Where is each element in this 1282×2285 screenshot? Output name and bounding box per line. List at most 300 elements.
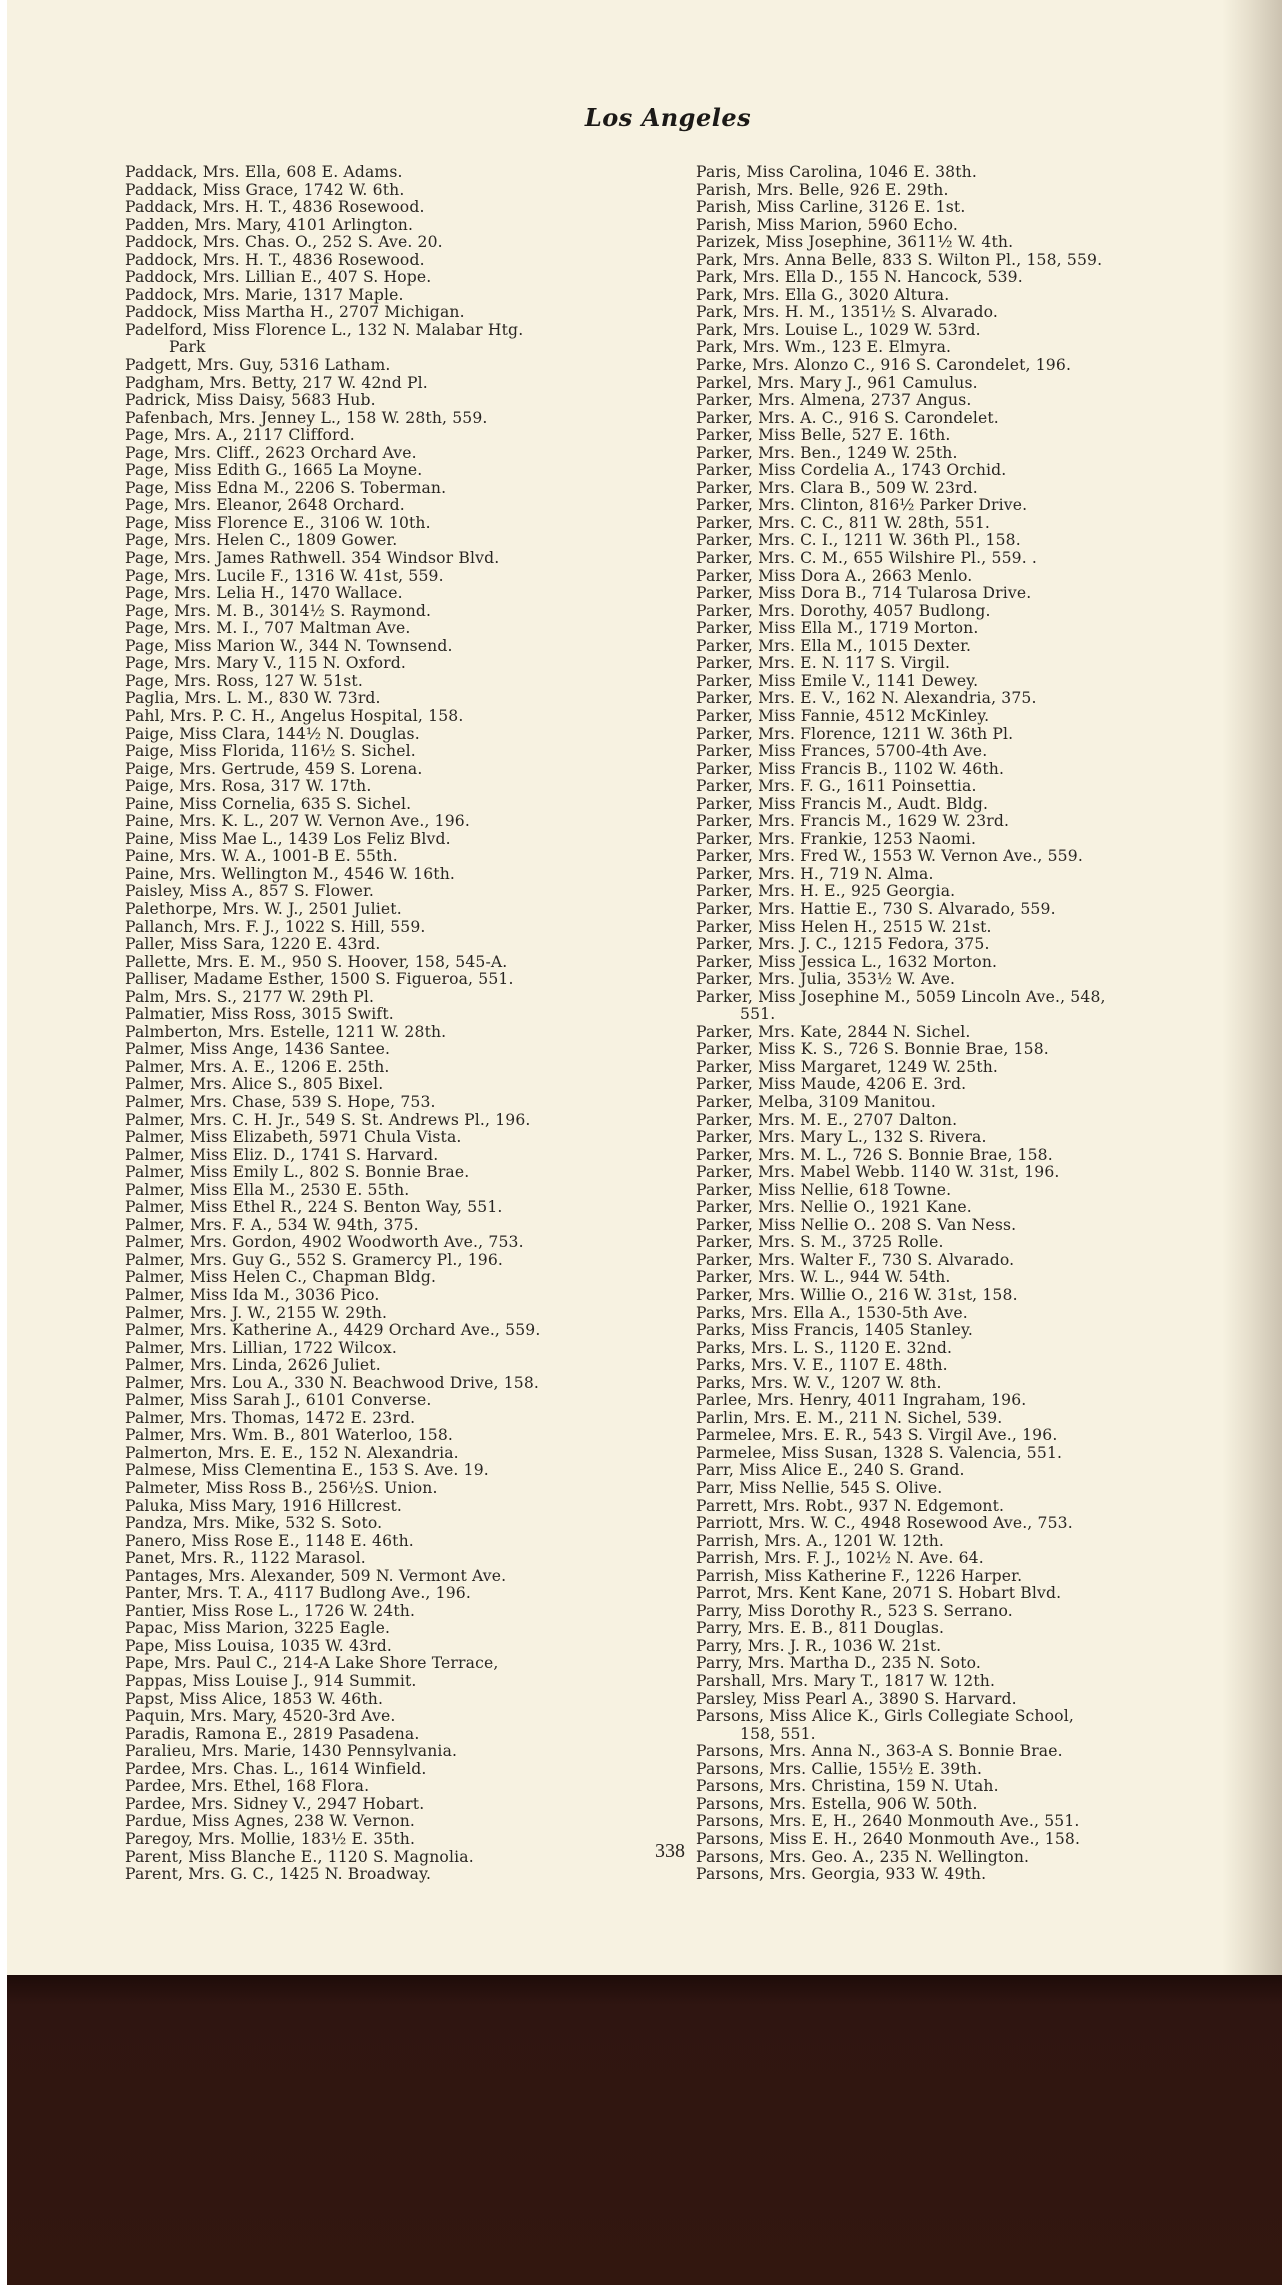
entry-text: Palmer, Mrs. Linda, 2626 Juliet. [125,1356,381,1375]
entry-text: Padgett, Mrs. Guy, 5316 Latham. [125,356,391,375]
entry-text: Parks, Mrs. L. S., 1120 E. 32nd. [696,1338,953,1357]
entry-text: Pahl, Mrs. P. C. H., Angelus Hospital, 158. [125,706,464,725]
directory-entry [125,164,685,182]
directory-entry [696,515,1256,533]
directory-entry [696,1603,1256,1621]
directory-entry [125,1427,685,1445]
directory-entry [696,603,1256,621]
directory-entry [696,901,1256,919]
directory-entry [125,515,685,533]
directory-entry [696,1076,1256,1094]
entry-text: Parr, Miss Alice E., 240 S. Grand. [696,1461,965,1480]
entry-text: Parmelee, Miss Susan, 1328 S. Valencia, 551. [696,1443,1063,1462]
entry-text: Park, Mrs. Anna Belle, 833 S. Wilton Pl., 158, 559. [696,250,1103,269]
entry-text: Parlee, Mrs. Henry, 4011 Ingraham, 196. [696,1391,1027,1410]
entry-text: Page, Miss Marion W., 344 N. Townsend. [125,636,453,655]
entry-text: Paisley, Miss A., 857 S. Flower. [125,882,375,901]
directory-entry [125,1515,685,1533]
entry-text: Parker, Mrs. Ben., 1249 W. 25th. [696,443,958,462]
entry-text: Paddock, Mrs. Marie, 1317 Maple. [125,285,404,304]
directory-entry [125,971,685,989]
entry-text: Palmer, Mrs. Lou A., 330 N. Beachwood Drive, 158. [125,1373,540,1392]
entry-text: Parker, Miss Nellie, 618 Towne. [696,1180,952,1199]
entry-text: Papst, Miss Alice, 1853 W. 46th. [125,1689,384,1708]
entry-text: Parker, Mrs. Kate, 2844 N. Sichel. [696,1022,971,1041]
entry-text: Parker, Miss Frances, 5700-4th Ave. [696,742,988,761]
directory-entry [696,252,1256,270]
entry-text: Parker, Mrs. M. L., 726 S. Bonnie Brae, 158. [696,1145,1053,1164]
entry-text: Parsons, Mrs. Estella, 906 W. 50th. [696,1794,978,1813]
directory-entry [696,1287,1256,1305]
directory-entry [125,1129,685,1147]
directory-entry [125,726,685,744]
entry-text: Park, Mrs. Wm., 123 E. Elmyra. [696,338,952,357]
directory-entry [696,304,1256,322]
entry-text: Paddack, Mrs. Ella, 608 E. Adams. [125,163,403,181]
entry-text: Parent, Mrs. G. C., 1425 N. Broadway. [125,1865,432,1884]
directory-entry [125,848,685,866]
entry-text: Palmer, Miss Sarah J., 6101 Converse. [125,1391,432,1410]
directory-entry [125,989,685,1007]
entry-text: Parks, Miss Francis, 1405 Stanley. [696,1321,974,1340]
entry-text: Parkel, Mrs. Mary J., 961 Camulus. [696,373,978,392]
directory-entry [696,1638,1256,1656]
entry-text: Pallanch, Mrs. F. J., 1022 S. Hill, 559. [125,917,426,936]
directory-entry [125,269,685,287]
entry-text: Parker, Miss Dora B., 714 Tularosa Drive. [696,584,1032,603]
directory-entry [125,831,685,849]
entry-continuation: 551. [740,1005,776,1024]
entry-text: Palmese, Miss Clementina E., 153 S. Ave. 19. [125,1461,489,1480]
directory-entry [696,357,1256,375]
directory-entry [125,954,685,972]
entry-text: Parker, Mrs. Frankie, 1253 Naomi. [696,829,977,848]
entry-text: Pardee, Mrs. Sidney V., 2947 Hobart. [125,1794,425,1813]
entry-text: Parrish, Mrs. A., 1201 W. 12th. [696,1531,945,1550]
entry-text: Park, Mrs. Ella D., 155 N. Hancock, 539. [696,268,1023,287]
entry-text: Paddock, Mrs. Chas. O., 252 S. Ave. 20. [125,233,443,252]
directory-entry [125,375,685,393]
entry-text: Parker, Miss Cordelia A., 1743 Orchid. [696,461,1007,480]
entry-text: Parker, Mrs. Willie O., 216 W. 31st, 158. [696,1286,1018,1304]
entry-text: Padden, Mrs. Mary, 4101 Arlington. [125,215,414,234]
entry-text: Page, Mrs. M. B., 3014½ S. Raymond. [125,601,432,620]
entry-text: Parke, Mrs. Alonzo C., 916 S. Carondelet, 196. [696,356,1072,375]
entry-text: Parker, Mrs. A. C., 916 S. Carondelet. [696,408,999,427]
directory-entry [125,1340,685,1358]
entry-text: Paine, Mrs. Wellington M., 4546 W. 16th. [125,864,456,883]
directory-entry [696,1164,1256,1182]
entry-text: Page, Miss Edna M., 2206 S. Toberman. [125,478,447,497]
directory-entry [125,638,685,656]
directory-entry [696,445,1256,463]
entry-text: Parry, Mrs. E. B., 811 Douglas. [696,1619,945,1638]
entry-text: Parish, Miss Marion, 5960 Echo. [696,215,958,234]
entry-text: Parsons, Mrs. E, H., 2640 Monmouth Ave., 551. [696,1812,1080,1831]
directory-entry [125,1252,685,1270]
entry-text: Parsons, Mrs. Anna N., 363-A S. Bonnie Brae. [696,1742,1063,1761]
directory-entry [125,532,685,550]
entry-text: Paine, Mrs. K. L., 207 W. Vernon Ave., 196. [125,812,470,831]
directory-entry [125,585,685,603]
directory-entry [696,1778,1256,1796]
directory-entry [696,1585,1256,1603]
entry-text: Parish, Miss Carline, 3126 E. 1st. [696,198,966,217]
entry-text: Parshall, Mrs. Mary T., 1817 W. 12th. [696,1672,996,1691]
entry-text: Parker, Mrs. C. I., 1211 W. 36th Pl., 158. [696,531,1021,550]
directory-entry [125,1462,685,1480]
directory-entry [696,287,1256,305]
directory-entry [696,1427,1256,1445]
entry-text: Park, Mrs. Louise L., 1029 W. 53rd. [696,320,981,339]
directory-entry [125,497,685,515]
directory-entry [125,1024,685,1042]
entry-text: Palmer, Mrs. Guy G., 552 S. Gramercy Pl., 196. [125,1250,504,1269]
directory-entry [696,1112,1256,1130]
entry-text: Parry, Mrs. Martha D., 235 N. Soto. [696,1654,982,1673]
entry-text: Panet, Mrs. R., 1122 Marasol. [125,1549,366,1568]
directory-entry [696,1024,1256,1042]
directory-entry [696,1445,1256,1463]
directory-entry [696,743,1256,761]
entry-text: Palmer, Mrs. Wm. B., 801 Waterloo, 158. [125,1426,454,1445]
directory-entry [125,1480,685,1498]
directory-entry [696,673,1256,691]
entry-text: Parker, Miss Francis M., Audt. Bldg. [696,794,989,813]
directory-entry [696,971,1256,989]
entry-text: Parks, Mrs. Ella A., 1530-5th Ave. [696,1303,968,1322]
entry-text: Page, Mrs. A., 2117 Clifford. [125,426,355,445]
entry-text: Paige, Mrs. Gertrude, 459 S. Lorena. [125,759,423,778]
directory-entry [696,1340,1256,1358]
entry-text: Parker, Mrs. Clinton, 816½ Parker Drive. [696,496,1028,515]
entry-text: Paregoy, Mrs. Mollie, 183½ E. 35th. [125,1829,416,1848]
entry-text: Parker, Mrs. Ella M., 1015 Dexter. [696,636,972,655]
entry-text: Page, Mrs. Mary V., 115 N. Oxford. [125,654,406,673]
entry-text: Pardee, Mrs. Chas. L., 1614 Winfield. [125,1759,427,1778]
directory-entry [696,480,1256,498]
entry-text: Page, Mrs. Ross, 127 W. 51st. [125,671,363,690]
entry-text: Palm, Mrs. S., 2177 W. 29th Pl. [125,987,375,1006]
directory-entry [125,1585,685,1603]
entry-text: Page, Mrs. Cliff., 2623 Orchard Ave. [125,443,417,462]
directory-entry [696,1357,1256,1375]
entry-text: Palmer, Mrs. Chase, 539 S. Hope, 753. [125,1092,436,1111]
entry-text: Paige, Mrs. Rosa, 317 W. 17th. [125,777,372,796]
directory-entry [696,339,1256,357]
directory-entry [125,1743,685,1761]
directory-entry [696,164,1256,182]
directory-entry [696,848,1256,866]
directory-entry [696,1515,1256,1533]
entry-text: Parmelee, Mrs. E. R., 543 S. Virgil Ave., 196. [696,1426,1058,1445]
directory-entry [696,708,1256,726]
directory-entry [696,1410,1256,1428]
entry-text: Palmer, Miss Elizabeth, 5971 Chula Vista. [125,1128,462,1147]
entry-text: Parrett, Mrs. Robt., 937 N. Edgemont. [696,1496,1005,1515]
entry-text: Paller, Miss Sara, 1220 E. 43rd. [125,935,381,954]
entry-text: Parker, Miss Belle, 527 E. 16th. [696,426,951,445]
directory-entry [125,322,685,357]
directory-entry [125,392,685,410]
directory-entry [696,1568,1256,1586]
directory-entry [696,1041,1256,1059]
entry-text: Paine, Miss Cornelia, 635 S. Sichel. [125,794,412,813]
entry-text: Parker, Mrs. Mary L., 132 S. Rivera. [696,1128,987,1147]
directory-entry [125,1568,685,1586]
directory-entry [125,1813,685,1831]
directory-entry [696,550,1256,568]
directory-entry [696,1620,1256,1638]
directory-entry [696,1849,1256,1867]
directory-entry [125,480,685,498]
entry-text: Parks, Mrs. V. E., 1107 E. 48th. [696,1356,948,1375]
directory-entry [125,1603,685,1621]
entry-text: Parker, Mrs. E. V., 162 N. Alexandria, 375. [696,689,1037,708]
directory-entry [125,445,685,463]
directory-entry [125,410,685,428]
directory-entry [125,1375,685,1393]
entry-text: Palmer, Miss Helen C., Chapman Bldg. [125,1268,437,1287]
entry-text: Parker, Melba, 3109 Manitou. [696,1092,937,1111]
directory-entry [125,1199,685,1217]
entry-text: Parker, Miss Jessica L., 1632 Morton. [696,952,998,971]
entry-text: Parsons, Mrs. Georgia, 933 W. 49th. [696,1865,987,1884]
page-number: 338 [655,1840,685,1862]
entry-text: Parker, Miss Maude, 4206 E. 3rd. [696,1075,967,1094]
directory-entry [125,883,685,901]
directory-entry [125,1726,685,1744]
directory-entry [125,1691,685,1709]
directory-entry [696,1322,1256,1340]
entry-text: Parker, Mrs. W. L., 944 W. 54th. [696,1268,951,1287]
directory-entry [696,1533,1256,1551]
directory-entry [125,620,685,638]
entry-text: Paris, Miss Carolina, 1046 E. 38th. [696,163,977,181]
entry-continuation: 158, 551. [740,1724,816,1743]
entry-text: Parker, Mrs. Hattie E., 730 S. Alvarado, 559. [696,899,1056,918]
directory-entry [696,796,1256,814]
entry-text: Parks, Mrs. W. V., 1207 W. 8th. [696,1373,942,1392]
directory-entry [696,638,1256,656]
directory-entry [125,778,685,796]
entry-text: Page, Miss Edith G., 1665 La Moyne. [125,461,423,480]
directory-entry [125,1269,685,1287]
directory-entry [125,1778,685,1796]
directory-entry [125,357,685,375]
entry-text: Page, Miss Florence E., 3106 W. 10th. [125,513,431,532]
directory-entry [125,1217,685,1235]
directory-entry [696,778,1256,796]
entry-text: Parrot, Mrs. Kent Kane, 2071 S. Hobart Blvd. [696,1584,1062,1603]
directory-entry [696,1691,1256,1709]
directory-entry [696,1234,1256,1252]
directory-entry [125,1182,685,1200]
directory-entry [696,1375,1256,1393]
entry-text: Parker, Mrs. E. N. 117 S. Virgil. [696,654,951,673]
directory-page [7,0,1282,1975]
directory-entry [696,392,1256,410]
entry-text: Paddack, Mrs. H. T., 4836 Rosewood. [125,198,425,217]
entry-text: Pantages, Mrs. Alexander, 509 N. Vermont Ave. [125,1566,507,1585]
entry-text: Parker, Mrs. Julia, 353½ W. Ave. [696,970,956,989]
directory-entry [125,1708,685,1726]
entry-text: Parker, Mrs. M. E., 2707 Dalton. [696,1110,958,1129]
directory-entry [696,690,1256,708]
entry-text: Parker, Miss Dora A., 2663 Menlo. [696,566,973,585]
directory-entry [696,182,1256,200]
directory-entry [696,410,1256,428]
directory-entry [696,655,1256,673]
directory-entry [125,901,685,919]
entry-text: Paluka, Miss Mary, 1916 Hillcrest. [125,1496,403,1515]
entry-text: Parker, Mrs. Mabel Webb. 1140 W. 31st, 196. [696,1163,1060,1182]
directory-entry [696,1831,1256,1849]
entry-text: Palmer, Mrs. Gordon, 4902 Woodworth Ave., 753. [125,1233,524,1252]
directory-entry [125,1112,685,1130]
directory-entry [696,831,1256,849]
directory-entry [125,708,685,726]
directory-entry [696,726,1256,744]
entry-text: Parizek, Miss Josephine, 3611½ W. 4th. [696,233,1014,252]
directory-entry [125,217,685,235]
directory-entry [125,462,685,480]
directory-entry [696,1252,1256,1270]
directory-entry [125,1094,685,1112]
entry-text: Parry, Mrs. J. R., 1036 W. 21st. [696,1636,942,1655]
entry-text: Parker, Mrs. Almena, 2737 Angus. [696,391,972,410]
entry-text: Park, Mrs. H. M., 1351½ S. Alvarado. [696,303,998,322]
entry-text: Paquin, Mrs. Mary, 4520-3rd Ave. [125,1707,396,1726]
directory-entry [696,269,1256,287]
entry-text: Paradis, Ramona E., 2819 Pasadena. [125,1724,420,1743]
entry-text: Pantier, Miss Rose L., 1726 W. 24th. [125,1601,416,1620]
directory-entry [125,603,685,621]
entry-text: Paige, Miss Florida, 116½ S. Sichel. [125,742,416,761]
entry-text: Parlin, Mrs. E. M., 211 N. Sichel, 539. [696,1408,1003,1427]
page-title: Los Angeles [584,103,752,132]
entry-text: Parrish, Miss Katherine F., 1226 Harper. [696,1566,1023,1585]
directory-entry [696,1462,1256,1480]
entry-text: Page, Mrs. Lelia H., 1470 Wallace. [125,584,403,603]
entry-text: Parker, Mrs. Walter F., 730 S. Alvarado. [696,1250,1015,1269]
entry-text: Panter, Mrs. T. A., 4117 Budlong Ave., 196. [125,1584,471,1603]
entry-text: Page, Mrs. Helen C., 1809 Gower. [125,531,398,550]
directory-entry [696,1480,1256,1498]
directory-entry [125,1305,685,1323]
directory-entry [125,1638,685,1656]
entry-text: Palmer, Miss Ida M., 3036 Pico. [125,1286,380,1304]
entry-text: Paine, Miss Mae L., 1439 Los Feliz Blvd. [125,829,451,848]
entry-text: Paddock, Mrs. Lillian E., 407 S. Hope. [125,268,432,287]
entry-continuation: Park [169,338,206,357]
entry-text: Parsons, Mrs. Christina, 159 N. Utah. [696,1777,999,1796]
entry-text: Palmer, Mrs. Lillian, 1722 Wilcox. [125,1338,397,1357]
directory-entry [125,1041,685,1059]
directory-entry [696,954,1256,972]
directory-entry [696,1129,1256,1147]
entry-text: Parker, Mrs. J. C., 1215 Fedora, 375. [696,935,990,954]
entry-text: Parr, Miss Nellie, 545 S. Olive. [696,1479,943,1498]
directory-entry [696,1147,1256,1165]
directory-entry [696,989,1256,1024]
entry-text: Parker, Mrs. C. C., 811 W. 28th, 551. [696,513,991,532]
directory-entry [696,1550,1256,1568]
entry-text: Palmer, Mrs. Katherine A., 4429 Orchard Ave., 559. [125,1321,541,1340]
entry-text: Palmer, Mrs. C. H. Jr., 549 S. St. Andrews Pl., 196. [125,1110,531,1129]
directory-entry [125,1831,685,1849]
entry-text: Palmer, Mrs. Thomas, 1472 E. 23rd. [125,1408,416,1427]
directory-entry [125,1498,685,1516]
directory-entry [696,427,1256,445]
entry-text: Parker, Miss Fannie, 4512 McKinley. [696,706,990,725]
entry-text: Parsons, Miss E. H., 2640 Monmouth Ave., 158. [696,1829,1081,1848]
directory-entry [125,1655,685,1673]
directory-entry [125,199,685,217]
directory-entry [696,585,1256,603]
entry-text: Paine, Mrs. W. A., 1001-B E. 55th. [125,847,398,866]
entry-text: Page, Mrs. Eleanor, 2648 Orchard. [125,496,405,515]
right-column [696,164,1256,1884]
directory-entry [125,936,685,954]
entry-text: Parker, Mrs. Clara B., 509 W. 23rd. [696,478,978,497]
directory-entry [125,287,685,305]
directory-entry [125,234,685,252]
entry-text: Palmer, Miss Emily L., 802 S. Bonnie Brae. [125,1163,470,1182]
entry-text: Paige, Miss Clara, 144½ N. Douglas. [125,724,420,743]
entry-text: Papac, Miss Marion, 3225 Eagle. [125,1619,391,1638]
entry-text: Park, Mrs. Ella G., 3020 Altura. [696,285,950,304]
entry-text: Pardue, Miss Agnes, 238 W. Vernon. [125,1812,416,1831]
directory-entry [125,866,685,884]
entry-text: Parker, Mrs. H. E., 925 Georgia. [696,882,956,901]
directory-entry [696,1813,1256,1831]
directory-entry [696,234,1256,252]
directory-entry [696,462,1256,480]
directory-entry [125,304,685,322]
directory-entry [125,1866,685,1884]
entry-text: Pappas, Miss Louise J., 914 Summit. [125,1672,417,1691]
entry-text: Palmer, Miss Ella M., 2530 E. 55th. [125,1180,410,1199]
directory-entry [125,1550,685,1568]
directory-entry [125,550,685,568]
entry-text: Palmer, Mrs. J. W., 2155 W. 29th. [125,1303,388,1322]
directory-entry [696,1796,1256,1814]
entry-text: Parker, Mrs. C. M., 655 Wilshire Pl., 559. . [696,549,1038,568]
directory-entry [696,217,1256,235]
entry-text: Paddock, Mrs. H. T., 4836 Rosewood. [125,250,425,269]
directory-entry [696,936,1256,954]
entry-text: Pandza, Mrs. Mike, 532 S. Soto. [125,1514,383,1533]
directory-entry [696,375,1256,393]
directory-entry [125,1445,685,1463]
entry-text: Parker, Miss Ella M., 1719 Morton. [696,619,979,638]
entry-text: Page, Mrs. Lucile F., 1316 W. 41st, 559. [125,566,444,585]
directory-entry [696,1217,1256,1235]
directory-entry [696,620,1256,638]
directory-entry [696,1498,1256,1516]
entry-text: Palethorpe, Mrs. W. J., 2501 Juliet. [125,899,402,918]
entry-text: Pallette, Mrs. E. M., 950 S. Hoover, 158, 545-A. [125,952,508,971]
entry-text: Palmer, Miss Ange, 1436 Santee. [125,1040,391,1059]
directory-entry [125,1322,685,1340]
directory-entry [125,1287,685,1305]
entry-text: Parrish, Mrs. F. J., 102½ N. Ave. 64. [696,1549,984,1568]
entry-text: Palmer, Miss Ethel R., 224 S. Benton Way, 551. [125,1198,503,1217]
directory-entry [125,1357,685,1375]
entry-text: Parent, Miss Blanche E., 1120 S. Magnolia. [125,1847,474,1866]
directory-entry [696,761,1256,779]
